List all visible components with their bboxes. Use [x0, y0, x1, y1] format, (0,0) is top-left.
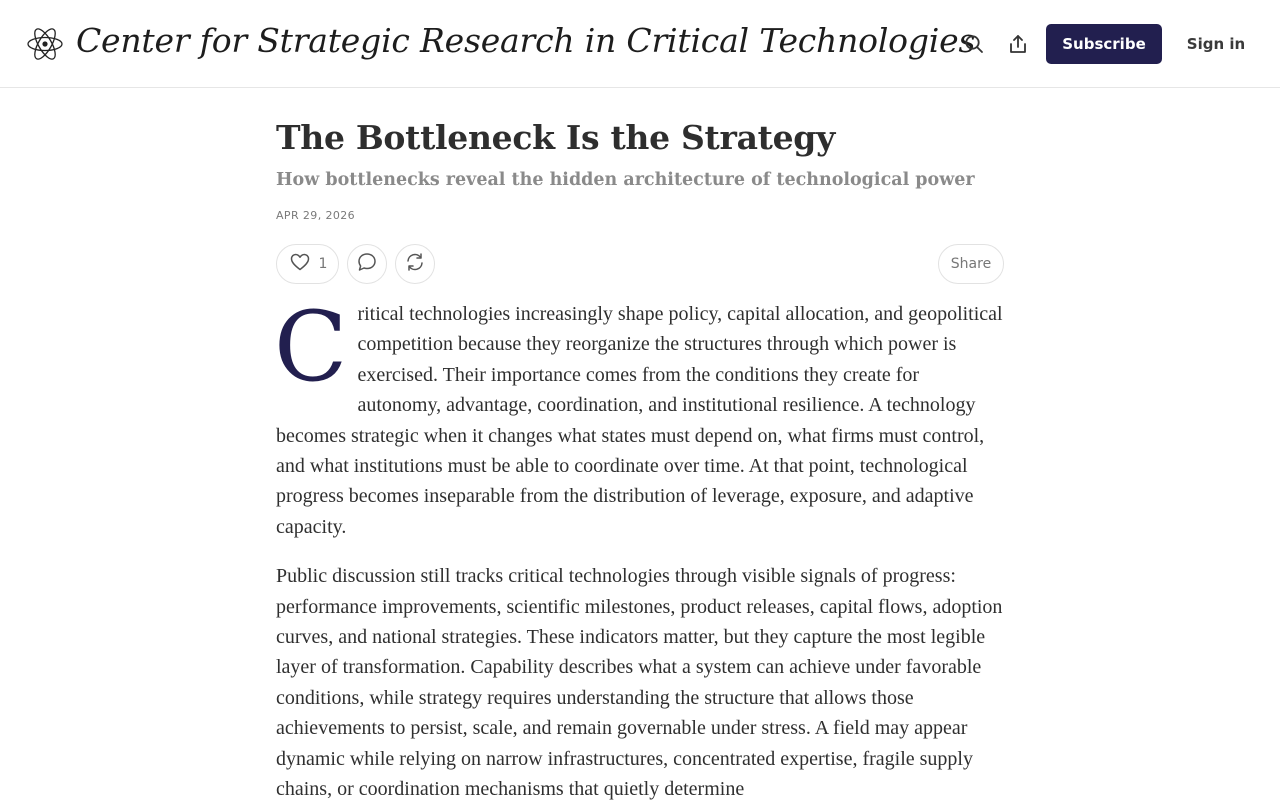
post-body — [274, 291, 1004, 800]
comment-button[interactable] — [347, 244, 387, 284]
post-action-bar — [276, 244, 1004, 284]
post-title: The Bottleneck Is the Strategy — [276, 118, 835, 157]
comment-icon — [357, 252, 377, 277]
site-header — [0, 0, 1280, 88]
post-date: APR 29, 2026 — [276, 209, 356, 222]
post-paragraph — [274, 291, 1004, 542]
restack-button[interactable] — [395, 244, 435, 284]
like-button[interactable] — [276, 244, 339, 284]
atom-icon[interactable] — [26, 24, 64, 64]
share-upload-icon[interactable] — [1006, 32, 1030, 56]
heart-icon — [290, 253, 310, 276]
site-title[interactable]: Center for Strategic Research in Critical Technologies — [76, 21, 976, 60]
drop-cap: C — [274, 291, 348, 403]
share-button[interactable] — [938, 244, 1004, 284]
share-label: Share — [950, 256, 992, 272]
search-icon[interactable] — [962, 32, 986, 56]
post-subtitle: How bottlenecks reveal the hidden architecture of technological power — [276, 170, 975, 190]
post-paragraph: Public discussion still tracks critical technologies through visible signals of progress: performance improvements, scientific milestones, product releases, capital flows, adoption curves, and national strategies. These indicators matter, but they capture the most legible layer of transformation. Capability describes what a system can achieve under favorable conditions, while strategy requires understanding the structure that allows those achievements to persist, scale, and remain governable under stress. A field may appear dynamic while relying on narrow infrastructures, concentrated expertise, fragile supply chains, or coordination mechanisms that quietly determine — [276, 565, 1003, 800]
like-count: 1 — [318, 256, 328, 272]
restack-icon — [405, 252, 425, 277]
paragraph-text: ritical technologies increasingly shape policy, capital allocation, and geopolitical competition because they reorganize the structures through which power is exercised. Their importance comes from the conditions they create for autonomy, advantage, coordination, and institutional resilience. A technology becomes strategic when it changes what states must depend on, what firms must control, and what institutions must be able to coordinate over time. At that point, technological progress becomes inseparable from the distribution of leverage, exposure, and adaptive capacity. — [276, 303, 1003, 538]
sign-in-button[interactable]: Sign in — [1186, 35, 1246, 53]
subscribe-button[interactable]: Subscribe — [1046, 24, 1162, 64]
